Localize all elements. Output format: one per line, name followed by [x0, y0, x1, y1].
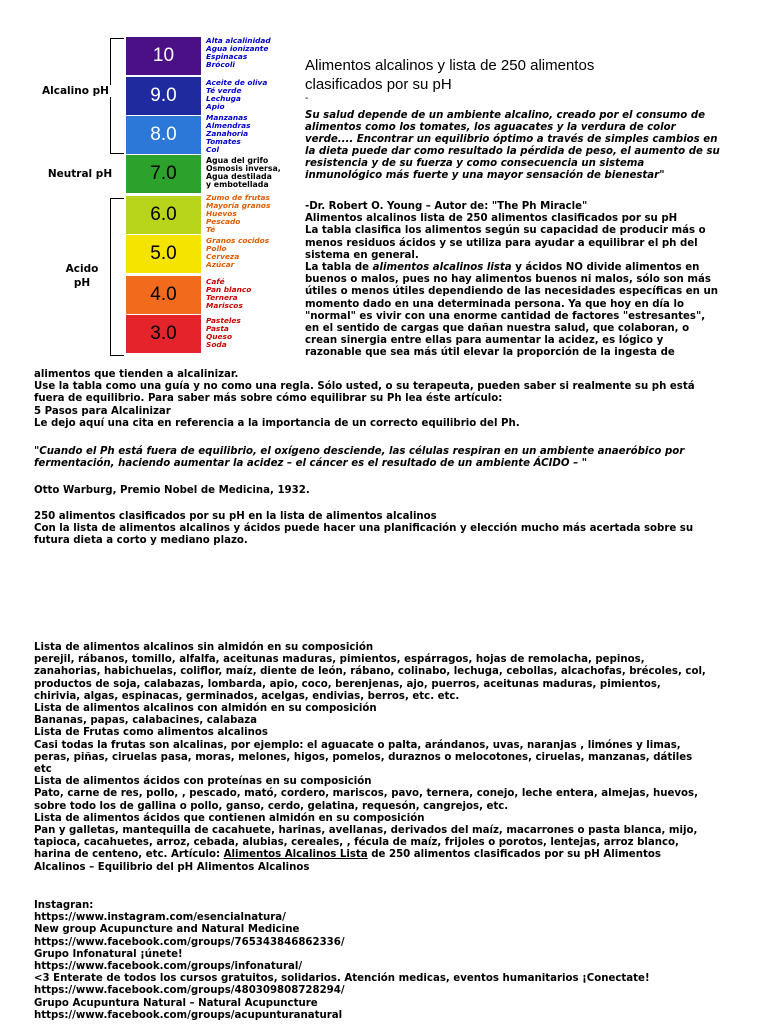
ph-food-item: Brócoli [206, 60, 235, 70]
warburg-author: Otto Warburg, Premio Nobel de Medicina, 1932. [34, 485, 310, 496]
food-list-line: etc [34, 764, 52, 776]
ph-food-item: Almendras [206, 120, 251, 130]
p2-line: momento dado en una determinada persona. Ya que hoy en día lo [305, 298, 684, 310]
food-lists [34, 642, 706, 874]
article-line-b: de 250 alimentos clasificados por su pH Alimentos [367, 849, 661, 861]
food-list-line: perejil, rábanos, tomillo, alfalfa, aceitunas maduras, pimientos, espárragos, hojas de remolacha, pepinos, [34, 654, 645, 666]
ph-food-item: Pasteles [206, 315, 241, 325]
ph-box: 8.0 [126, 116, 201, 154]
ph-food-item: Té [206, 225, 216, 235]
quote-line: la dieta puede dar como resultado la pérdida de peso, el aumento de su [305, 146, 720, 158]
article-line [34, 849, 706, 861]
ph-food-item: Manzanas [206, 112, 248, 122]
ph-food-item: Pollo [206, 243, 227, 253]
ph-food-item: Pescado [206, 217, 241, 227]
title-dash: - [305, 93, 309, 104]
list-intro-line: 250 alimentos clasificados por su pH en la lista de alimentos alcalinos [34, 511, 437, 522]
ph-food-item: Huevos [206, 208, 237, 218]
social-line: Grupo Infonatural ¡únete! [34, 948, 183, 960]
ph-foods-list [206, 157, 306, 189]
ph-food-item: Agua destilada [206, 171, 272, 181]
food-list-line: zanahorias, habichuelas, coliflor, maíz, diente de león, rábano, colinabo, lechuga, cebollas, alcachofas, brécoles, col, [34, 666, 706, 678]
p2-line: razonable que sea más útil elevar la proporción de la ingesta de [305, 347, 675, 359]
food-list-line: tapioca, cacahuetes, arroz, cebada, alubias, cereales, , fécula de maíz, frijoles o porotos, lentejas, arroz blanco, [34, 837, 679, 849]
acid-bracket [110, 198, 111, 356]
food-list-line: Pato, carne de res, pollo, , pescado, mató, cordero, mariscos, pavo, ternera, conejo, leche entera, almejas, huevos, [34, 788, 698, 800]
social-line: New group Acupuncture and Natural Medicine [34, 924, 300, 936]
intro-line: Alimentos alcalinos lista de 250 alimentos clasificados por su pH [305, 213, 678, 225]
ph-food-item: Osmosis inversa, [206, 163, 281, 173]
alkaline-bracket-bottom [110, 153, 124, 154]
ph-box: 4.0 [126, 276, 201, 314]
social-line[interactable]: https://www.facebook.com/groups/infonatural/ [34, 961, 303, 973]
social-links [34, 900, 650, 1022]
p2-line: "normal" es vivir con una enorme cantidad de factores "estresantes", [305, 310, 706, 322]
ph-foods-list [206, 79, 306, 111]
food-list-line: Lista de alimentos alcalinos sin almidón en su composición [34, 642, 374, 653]
list-intro-line: Con la lista de alimentos alcalinos y ácidos puede hacer una planificación y elección mucho más acertada sobre su [34, 523, 694, 535]
food-list-line: Lista de alimentos alcalinos con almidón en su composición [34, 703, 377, 715]
intro-paragraph [305, 213, 718, 262]
social-line[interactable]: https://www.instagram.com/esencialnatura/ [34, 912, 286, 924]
ph-foods-list [206, 237, 306, 269]
p2-emphasis: alimentos alcalinos lista [372, 262, 512, 274]
quote-line: alimentos como los tomates, los aguacates y la verdura de color [305, 122, 676, 134]
quote-line: Su salud depende de un ambiente alcalino, creado por el consumo de [305, 110, 706, 121]
ph-food-item: Queso [206, 331, 233, 341]
quote-line: verde.... Encontrar un equilibrio óptimo a través de simples cambios en [305, 134, 718, 146]
ph-box: 5.0 [126, 235, 201, 273]
p2-text-a: La tabla de [305, 262, 373, 274]
ph-food-item: Col [206, 145, 220, 155]
food-list-line: Lista de Frutas como alimentos alcalinos [34, 727, 268, 739]
ph-food-item: Ternera [206, 292, 238, 302]
warburg-line: "Cuando el Ph está fuera de equilibrio, el oxígeno desciende, las células respiran en un ambiente anaeróbico por [34, 446, 685, 457]
quote-line: inmunológico más fuerte y una mayor sensación de bienestar" [305, 170, 665, 182]
food-list-line: Bananas, papas, calabacines, calabaza [34, 715, 258, 727]
use-table-line: Use la tabla como una guía y no como una regla. Sólo usted, o su terapeuta, pueden saber si realmente su ph está [34, 381, 695, 393]
intro-line: sistema en general. [305, 249, 419, 261]
neutral-label: Neutral pH [47, 168, 113, 180]
ph-foods-list [206, 317, 306, 349]
acid-label-text: Acido pH [65, 263, 99, 289]
use-table-line: Le dejo aquí una cita en referencia a la importancia de un correcto equilibrio del Ph. [34, 417, 520, 429]
p2-line: en el sentido de cargas que dañan nuestra salud, que colaboran, o [305, 323, 690, 335]
food-list-line: productos de soja, calabazas, lombarda, apio, coco, berenjenas, ajo, puerros, aceitunas maduras, pimientos, [34, 678, 661, 690]
use-table-line[interactable]: 5 Pasos para Alcalinizar [34, 405, 171, 417]
ph-food-item: Aceite de oliva [206, 77, 268, 87]
use-table-line: fuera de equilibrio. Para saber más sobre cómo equilibrar su Ph lea éste artículo: [34, 393, 503, 405]
list-intro-line: futura dieta a corto y mediano plazo. [34, 535, 248, 547]
ph-food-item: Agua del grifo [206, 155, 269, 165]
social-line[interactable]: https://www.facebook.com/groups/765343846862336/ [34, 936, 345, 948]
ph-food-item: Soda [206, 340, 227, 350]
acid-label [55, 262, 109, 290]
ph-foods-list [206, 37, 306, 69]
young-author: -Dr. Robert O. Young – Autor de: "The Ph Miracle" [305, 201, 588, 212]
article-line-2: Alcalinos – Equilibrio del pH Alimentos Alcalinos [34, 861, 310, 873]
ph-food-item: Mariscos [206, 301, 243, 311]
social-line[interactable]: https://www.facebook.com/groups/acupunturanatural [34, 1009, 343, 1021]
young-quote [305, 110, 720, 183]
ph-food-item: y embotellada [206, 180, 269, 190]
ph-box: 9.0 [126, 77, 201, 115]
ph-foods-list [206, 278, 306, 310]
title-line-2: clasificados por su pH [305, 76, 452, 93]
food-list-line: peras, piñas, ciruelas pasa, moras, melones, higos, pomelos, duraznos o melocotones, ciruelas, manzanas, dátiles [34, 751, 693, 763]
ph-food-item: Zanahoria [206, 128, 249, 138]
p2-line: útiles o menos útiles dependiendo de las necesidades específicas en un [305, 286, 718, 298]
use-table-line: alimentos que tienden a alcalinizar. [34, 369, 239, 380]
food-list-line: sobre todo los de gallina o pollo, ganso, cerdo, gelatina, requesón, cangrejos, etc. [34, 800, 509, 812]
ph-food-item: Pasta [206, 323, 229, 333]
ph-foods-list [206, 114, 306, 154]
p2-line: buenos o malos, pues no hay alimentos buenos ni malos, sólo son más [305, 274, 711, 286]
warburg-line: fermentación, haciendo aumentar la acidez – el cáncer es el resultado de un ambiente ÁCIDO – " [34, 458, 588, 470]
ph-food-item: Apio [206, 102, 225, 112]
food-list-line: Lista de alimentos ácidos que contienen almidón en su composición [34, 812, 425, 824]
ph-food-item: Espinacas [206, 52, 248, 62]
ph-box: 7.0 [126, 155, 201, 193]
ph-scale-figure [0, 0, 305, 372]
ph-box: 3.0 [126, 315, 201, 353]
ph-food-item: Zumo de frutas [206, 192, 270, 202]
food-list-line: chirivia, algas, espinacas, germinados, acelgas, endivias, berros, etc. etc. [34, 690, 460, 702]
article-title [305, 56, 594, 104]
food-list-line: Lista de alimentos ácidos con proteínas en su composición [34, 776, 372, 788]
ph-food-item: Agua ionizante [206, 44, 269, 54]
use-table-paragraph [34, 369, 695, 430]
alkaline-label: Alcalino pH [34, 85, 137, 97]
warburg-quote [34, 446, 684, 470]
title-line-1: Alimentos alcalinos y lista de 250 alimentos [305, 57, 595, 74]
social-line[interactable]: https://www.facebook.com/groups/480309808728294/ [34, 985, 345, 997]
intro-line: La tabla clasifica los alimentos según su capacidad de producir más o [305, 225, 706, 237]
social-line: <3 Enterate de todos los cursos gratuitos, solidarios. Atención medicas, eventos humanitarios ¡Conectate! [34, 973, 650, 985]
ph-food-item: Tomates [206, 137, 241, 147]
ph-food-item: Lechuga [206, 93, 241, 103]
food-lists-body [34, 642, 706, 849]
right-column-text [305, 201, 718, 360]
social-line: Grupo Acupuntura Natural – Natural Acupuncture [34, 997, 318, 1009]
intro-line: menos residuos ácidos y se utiliza para ayudar a equilibrar el ph del [305, 237, 698, 249]
ph-food-item: Cerveza [206, 251, 240, 261]
quote-line: resistencia y de su fuerza y como consecuencia un sistema [305, 158, 645, 170]
ph-food-item: Té verde [206, 85, 242, 95]
ph-food-item: Azúcar [206, 260, 235, 270]
food-list-line: Casi todas la frutas son alcalinas, por ejemplo: el aguacate o palta, arándanos, uvas, naranjas , limónes y limas, [34, 739, 681, 751]
article-line-a: harina de centeno, etc. Artículo: [34, 849, 224, 861]
article-link[interactable]: Alimentos Alcalinos Lista [223, 849, 368, 861]
social-line: Instagran: [34, 900, 94, 911]
p2-paragraph [305, 274, 718, 359]
food-list-line: Pan y galletas, mantequilla de cacahuete, harinas, avellanas, derivados del maíz, macarrones o pasta blanca, mijo, [34, 825, 698, 837]
ph-box: 6.0 [126, 196, 201, 234]
ph-food-item: Pan blanco [206, 284, 252, 294]
p2-line: crean sinergia entre ellas para aumentar la acidez, es lógico y [305, 335, 664, 347]
ph-food-item: Alta alcalinidad [206, 36, 271, 45]
list-intro [34, 511, 693, 548]
acid-bracket-bottom [110, 355, 124, 356]
alkaline-bracket-top [110, 38, 124, 39]
acid-bracket-top [110, 198, 124, 199]
ph-food-item: Granos cocidos [206, 235, 270, 245]
ph-food-item: Mayoría granos [206, 200, 271, 210]
ph-foods-list [206, 194, 306, 234]
ph-box: 10 [126, 37, 201, 75]
p2-text-b: y ácidos NO divide alimentos en [511, 262, 700, 274]
ph-food-item: Café [206, 276, 225, 286]
p2-first-line [305, 262, 718, 274]
